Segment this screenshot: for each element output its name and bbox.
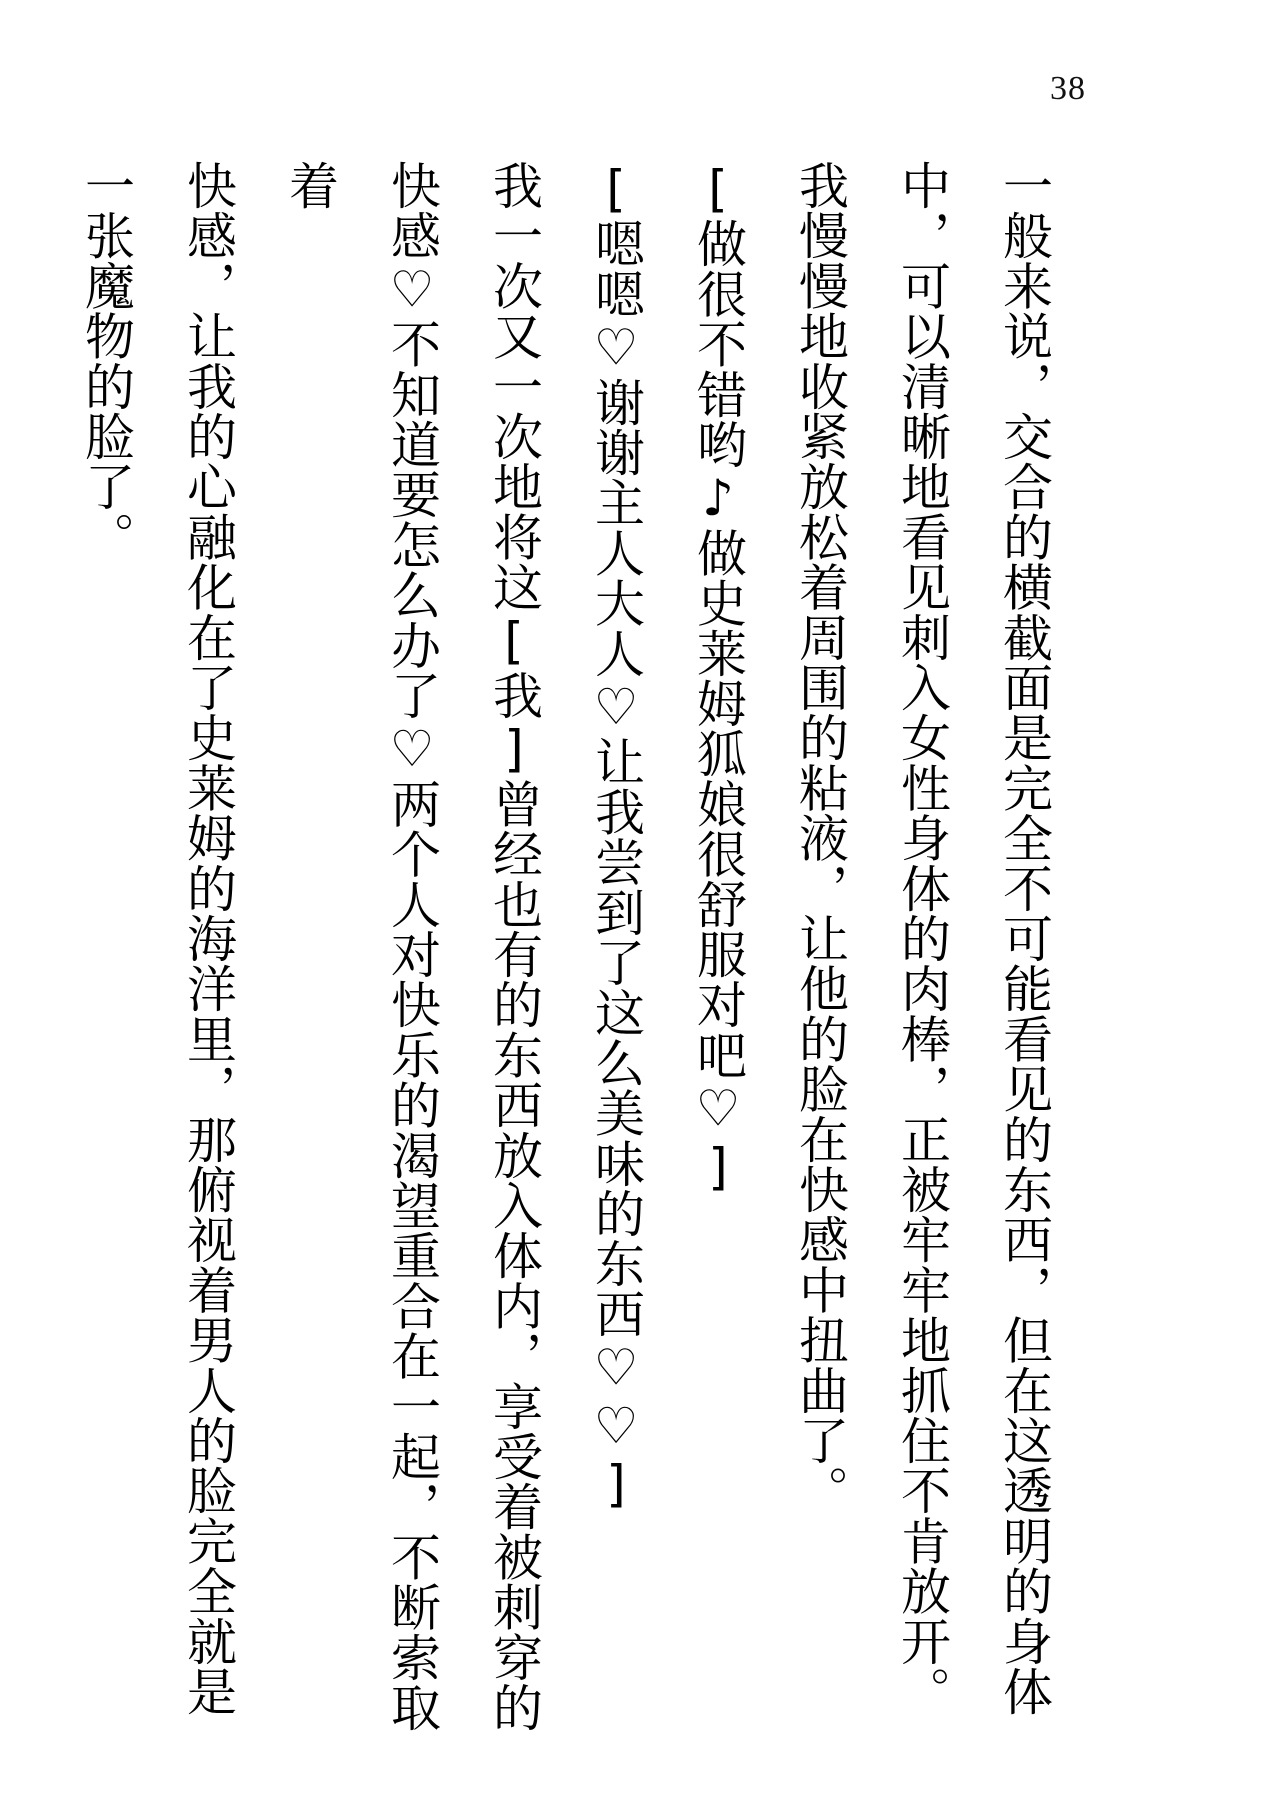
text-line: 我慢慢地收紧放松着周围的粘液，让他的脸在快感中扭曲了。 (791, 160, 849, 1516)
dialogue-line: [嗯嗯♡谢谢主人大人♡让我尝到了这么美味的东西♡♡] (587, 160, 645, 1514)
text-line: 快感♡不知道要怎么办了♡两个人对快乐的渴望重合在一起，不断索取着 (281, 160, 441, 1733)
text-line: 我一次又一次地将这[我]曾经也有的东西放入体内，享受着被刺穿的 (485, 160, 543, 1733)
page-number: 38 (1050, 70, 1086, 107)
text-line: 一般来说，交合的横截面是完全不可能看见的东西，但在这透明的身体 (995, 160, 1053, 1717)
vertical-text-body (55, 160, 1075, 1760)
text-line: 一张魔物的脸了。 (77, 160, 135, 562)
dialogue-line: [做很不错哟♪做史莱姆狐娘很舒服对吧♡] (689, 160, 747, 1196)
text-line: 快感，让我的心融化在了史莱姆的海洋里，那俯视着男人的脸完全就是 (179, 160, 237, 1717)
text-line: 中，可以清晰地看见刺入女性身体的肉棒，正被牢牢地抓住不肯放开。 (893, 160, 951, 1717)
